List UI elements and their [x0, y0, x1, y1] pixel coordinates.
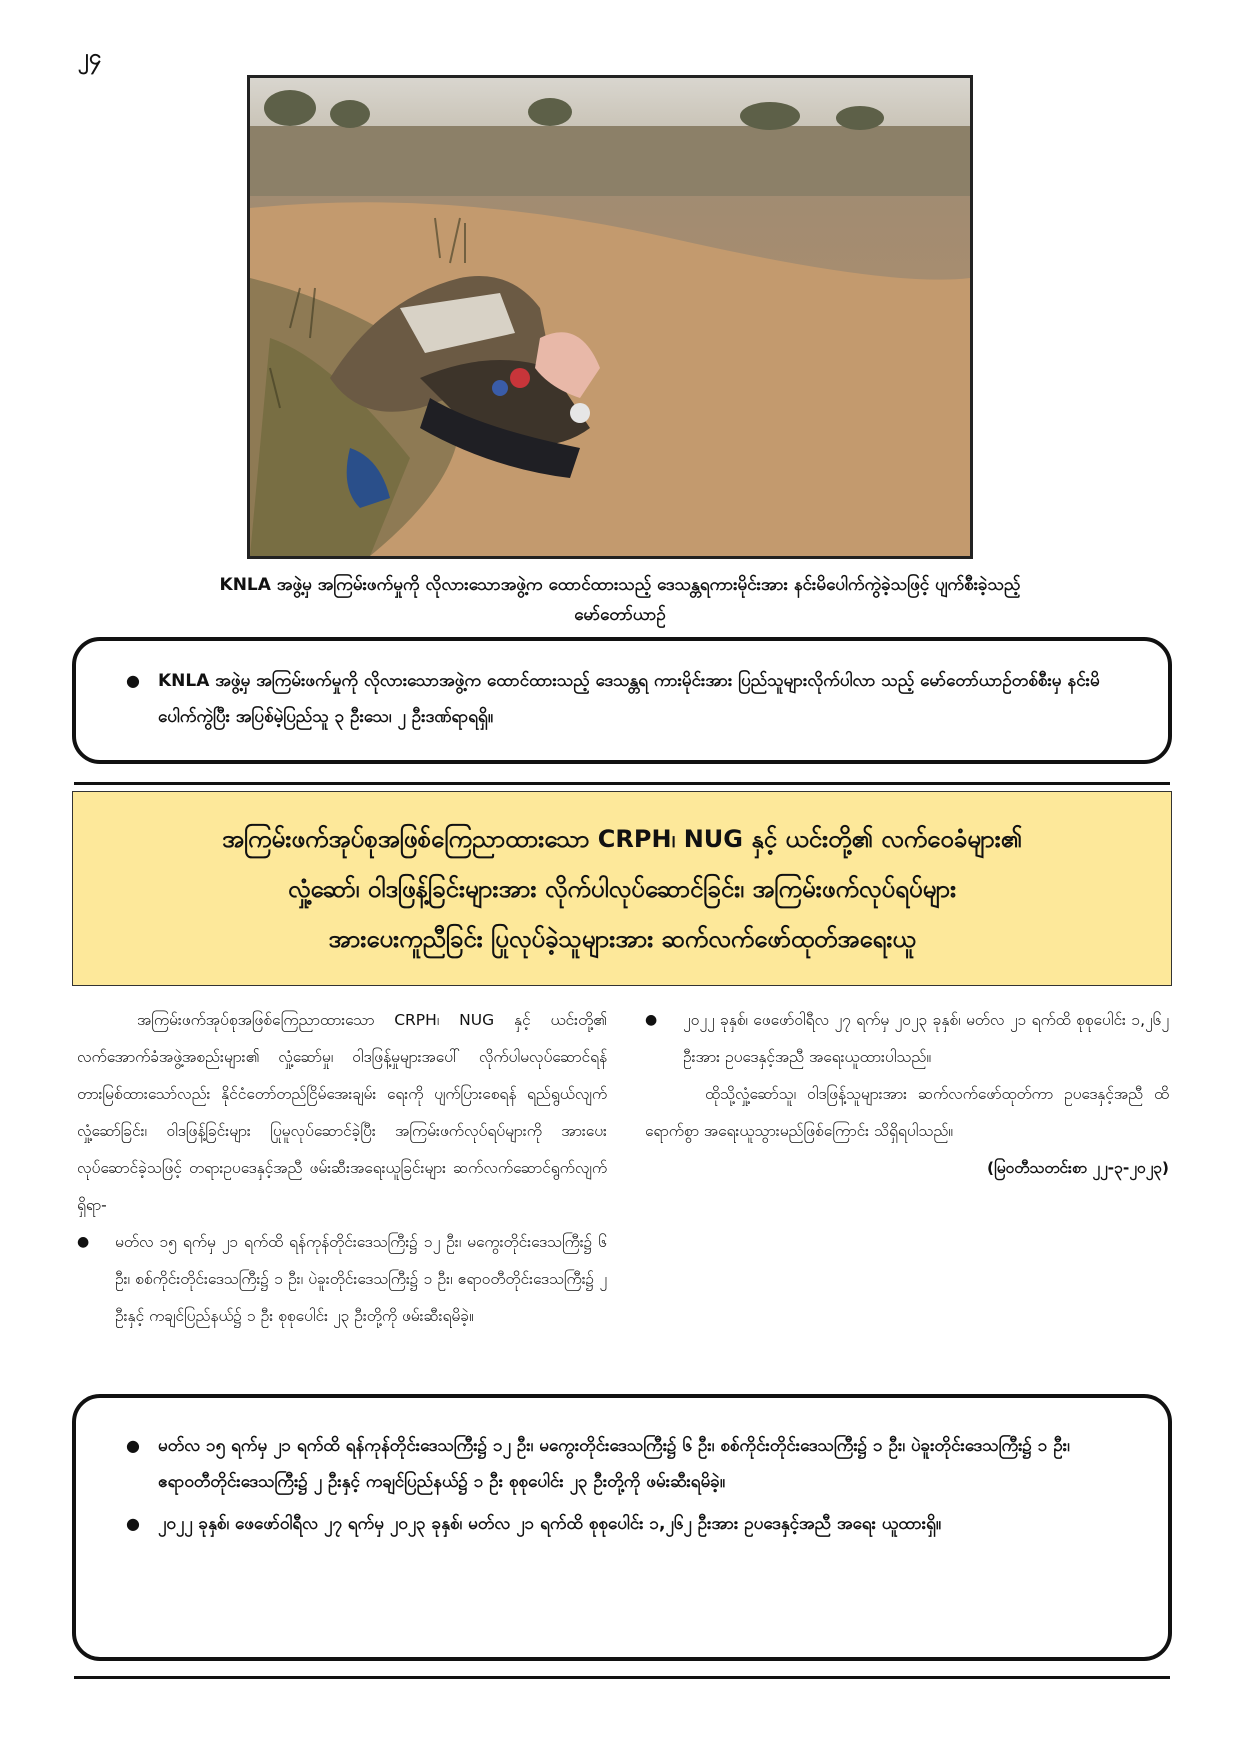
caption-line-1: KNLA အဖွဲ့မှ အကြမ်းဖက်မှုကို လိုလားသောအဖွဲ့က ထောင်ထားသည့် ဒေသန္တရကားမိုင်းအား နင်းမိပေါက်ကွဲခဲ့သဖြင့် ပျက်စီးခဲ့သည့် — [219, 575, 1021, 595]
news-photo — [247, 75, 973, 559]
headline-banner — [72, 791, 1172, 986]
summary-box-top — [72, 637, 1172, 764]
divider-bottom — [74, 1676, 1170, 1679]
headline-line-3: အားပေးကူညီခြင်း ပြုလုပ်ခဲ့သူများအား ဆက်လက်ဖော်ထုတ်အရေးယူ — [328, 924, 916, 953]
headline-line-2: လှုံ့ဆော်၊ ဝါဒဖြန့်ခြင်းများအား လိုက်ပါလုပ်ဆောင်ခြင်း၊ အကြမ်းဖက်လုပ်ရပ်များ — [287, 874, 957, 903]
photo-caption — [70, 570, 1170, 630]
caption-line-2: မော်တော်ယာဉ် — [574, 605, 666, 625]
article-source: (မြဝတီသတင်းစာ ၂၂-၃-၂၀၂၃) — [987, 1159, 1169, 1177]
summary-box-bottom — [72, 1394, 1172, 1661]
summary-bullet: ● KNLA အဖွဲ့မှ အကြမ်းဖက်မှုကို လိုလားသောအဖွဲ့က ထောင်ထားသည့် ဒေသန္တရ ကားမိုင်းအား ပြည်သူများလိုက်ပါလာ သည့် မော်တော်ယာဉ်တစ်စီးမှ နင်းမိပေါက်ကွဲပြီး အပြစ်မဲ့ပြည်သူ ၃ ဦးသေ၊ ၂ ဦးဒဏ်ရာရရှိ။ — [158, 663, 1138, 735]
article-column-right — [645, 1002, 1169, 1187]
page-number: ၂၄ — [78, 45, 102, 70]
article-closing: ထိုသို့လှုံ့ဆော်သူ၊ ဝါဒဖြန့်သူများအား ဆက်လက်ဖော်ထုတ်ကာ ဥပဒေနှင့်အညီ ထိရောက်စွာ အရေးယူသွားမည်ဖြစ်ကြောင်း သိရှိရပါသည်။ — [645, 1085, 1169, 1140]
summary-bullet: ● မတ်လ ၁၅ ရက်မှ ၂၁ ရက်ထိ ရန်ကုန်တိုင်းဒေသကြီး၌ ၁၂ ဦး၊ မကွေးတိုင်းဒေသကြီး၌ ၆ ဦး၊ စစ်ကိုင်းတိုင်းဒေသကြီး၌ ၁ ဦး၊ ပဲခူးတိုင်းဒေသကြီး၌ ၁ ဦး၊ ဧရာဝတီတိုင်းဒေသကြီး၌ ၂ ဦးနှင့် ကချင်ပြည်နယ်၌ ၁ ဦး စုစုပေါင်း ၂၃ ဦးတို့ကို ဖမ်းဆီးရမိခဲ့။ — [158, 1428, 1138, 1500]
photo-icon — [250, 78, 970, 556]
article-column-left — [77, 1002, 607, 1335]
article-bullet-2: ● ၂၀၂၂ ခုနှစ်၊ ဖေဖော်ဝါရီလ ၂၇ ရက်မှ ၂၀၂၃ ခုနှစ်၊ မတ်လ ၂၁ ရက်ထိ စုစုပေါင်း ၁,၂၆၂ ဦးအား ဥပဒေနှင့်အညီ အရေးယူထားပါသည်။ — [683, 1002, 1169, 1076]
headline-line-1: အကြမ်းဖက်အုပ်စုအဖြစ်ကြေညာထားသော CRPH၊ NUG နှင့် ယင်းတို့၏ လက်ဝေခံများ၏ — [221, 824, 1023, 853]
article-intro: အကြမ်းဖက်အုပ်စုအဖြစ်ကြေညာထားသော CRPH၊ NUG နှင့် ယင်းတို့၏ လက်အောက်ခံအဖွဲ့အစည်းများ၏ လှုံ့ဆော်မှု၊ ဝါဒဖြန့်မှုများအပေါ် လိုက်ပါမလုပ်ဆောင်ရန် တားမြစ်ထားသော်လည်း နိုင်ငံတော်တည်ငြိမ်အေးချမ်း ရေးကို ပျက်ပြားစေရန် ရည်ရွယ်လျက် လှုံ့ဆော်ခြင်း၊ ဝါဒဖြန့်ခြင်းများ ပြုမူလုပ်ဆောင်ခဲ့ပြီး အကြမ်းဖက်လုပ်ရပ်များကို အားပေးလုပ်ဆောင်ခဲ့သဖြင့် တရားဥပဒေနှင့်အညီ ဖမ်းဆီးအရေးယူခြင်းများ ဆက်လက်ဆောင်ရွက်လျက်ရှိရာ- — [77, 1011, 607, 1214]
article-bullet-1: ● မတ်လ ၁၅ ရက်မှ ၂၁ ရက်ထိ ရန်ကုန်တိုင်းဒေသကြီး၌ ၁၂ ဦး၊ မကွေးတိုင်းဒေသကြီး၌ ၆ ဦး၊ စစ်ကိုင်းတိုင်းဒေသကြီး၌ ၁ ဦး၊ ပဲခူးတိုင်းဒေသကြီး၌ ၁ ဦး၊ ဧရာဝတီတိုင်းဒေသကြီး၌ ၂ ဦးနှင့် ကချင်ပြည်နယ်၌ ၁ ဦး စုစုပေါင်း ၂၃ ဦးတို့ကို ဖမ်းဆီးရမိခဲ့။ — [115, 1224, 607, 1335]
divider — [74, 782, 1170, 785]
summary-bullet: ● ၂၀၂၂ ခုနှစ်၊ ဖေဖော်ဝါရီလ ၂၇ ရက်မှ ၂၀၂၃ ခုနှစ်၊ မတ်လ ၂၁ ရက်ထိ စုစုပေါင်း ၁,၂၆၂ ဦးအား ဥပဒေနှင့်အညီ အရေး ယူထားရှိ။ — [158, 1506, 1138, 1542]
